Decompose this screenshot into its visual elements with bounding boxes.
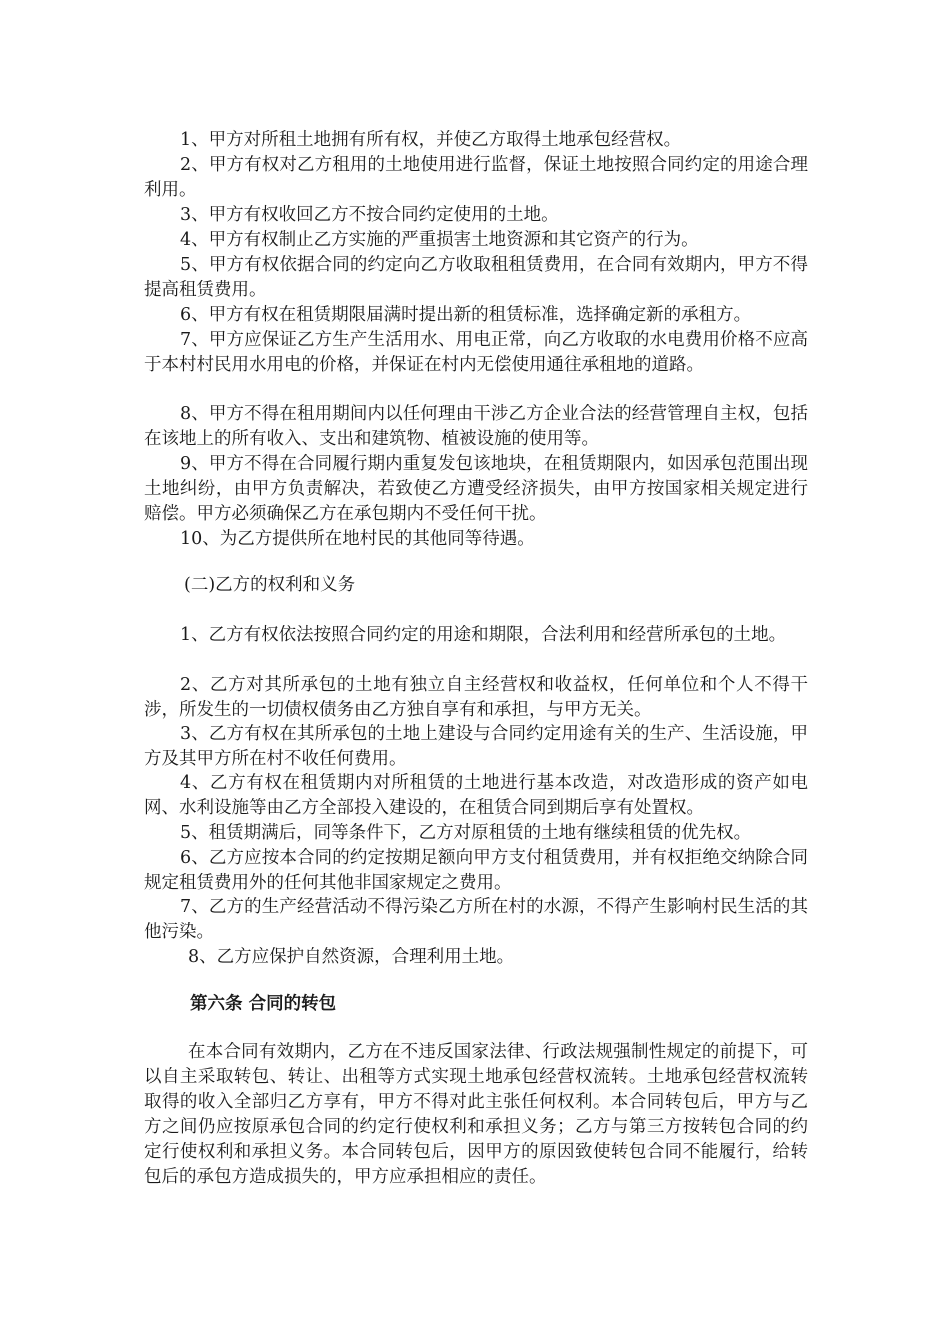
party-a-item-1: 1、甲方对所租土地拥有所有权，并使乙方取得土地承包经营权。 [180, 130, 682, 150]
party-b-item-2: 2、乙方对其所承包的土地有独立自主经营权和收益权，任何单位和个人不得干涉，所发生的一切债权债务由乙方独自享有和承担，与甲方无关。 [144, 675, 808, 720]
party-a-item-3: 3、甲方有权收回乙方不按合同约定使用的土地。 [180, 205, 559, 225]
party-b-item-5: 5、租赁期满后，同等条件下，乙方对原租赁的土地有继续租赁的优先权。 [180, 823, 752, 843]
party-a-item-8: 8、甲方不得在租用期间内以任何理由干涉乙方企业合法的经营管理自主权，包括在该地上的所有收入、支出和建筑物、植被设施的使用等。 [144, 404, 808, 449]
party-a-item-9: 9、甲方不得在合同履行期内重复发包该地块，在租赁期限内，如因承包范围出现土地纠纷，由甲方负责解决，若致使乙方遭受经济损失，由甲方按国家相关规定进行赔偿。甲方必须确保乙方在承包期内不受任何干扰。 [144, 454, 808, 524]
party-b-item-7: 7、乙方的生产经营活动不得污染乙方所在村的水源，不得产生影响村民生活的其他污染。 [144, 897, 808, 942]
party-b-item-3: 3、乙方有权在其所承包的土地上建设与合同约定用途有关的生产、生活设施，甲方及其甲方所在村不收任何费用。 [144, 724, 808, 769]
party-a-item-5: 5、甲方有权依据合同的约定向乙方收取租租赁费用，在合同有效期内，甲方不得提高租赁费用。 [144, 255, 808, 300]
section-b-title: (二)乙方的权利和义务 [184, 575, 356, 595]
article-6-title: 第六条 合同的转包 [190, 994, 337, 1014]
party-a-item-2: 2、甲方有权对乙方租用的土地使用进行监督，保证土地按照合同约定的用途合理利用。 [144, 155, 808, 200]
party-b-item-4: 4、乙方有权在租赁期内对所租赁的土地进行基本改造，对改造形成的资产如电网、水利设施等由乙方全部投入建设的，在租赁合同到期后享有处置权。 [144, 773, 808, 818]
party-b-item-1: 1、乙方有权依法按照合同约定的用途和期限，合法利用和经营所承包的土地。 [180, 625, 787, 645]
party-b-item-6: 6、乙方应按本合同的约定按期足额向甲方支付租赁费用，并有权拒绝交纳除合同规定租赁费用外的任何其他非国家规定之费用。 [144, 848, 808, 893]
party-a-item-10: 10、为乙方提供所在地村民的其他同等待遇。 [180, 529, 535, 549]
article-6-body: 在本合同有效期内，乙方在不违反国家法律、行政法规强制性规定的前提下，可以自主采取转包、转让、出租等方式实现土地承包经营权流转。土地承包经营权流转取得的收入全部归乙方享有，甲方不得对此主张任何权利。本合同转包后，甲方与乙方之间仍应按原承包合同的约定行使权利和承担义务；乙方与第三方按转包合同的约定行使权利和承担义务。本合同转包后，因甲方的原因致使转包合同不能履行，给转包后的承包方造成损失的，甲方应承担相应的责任。 [144, 1042, 808, 1187]
party-a-item-7: 7、甲方应保证乙方生产生活用水、用电正常，向乙方收取的水电费用价格不应高于本村村民用水用电的价格，并保证在村内无偿使用通往承租地的道路。 [144, 330, 808, 375]
party-a-item-6: 6、甲方有权在租赁期限届满时提出新的租赁标准，选择确定新的承租方。 [180, 305, 752, 325]
party-b-item-8: 8、乙方应保护自然资源，合理利用土地。 [188, 947, 515, 967]
party-a-item-4: 4、甲方有权制止乙方实施的严重损害土地资源和其它资产的行为。 [180, 230, 699, 250]
